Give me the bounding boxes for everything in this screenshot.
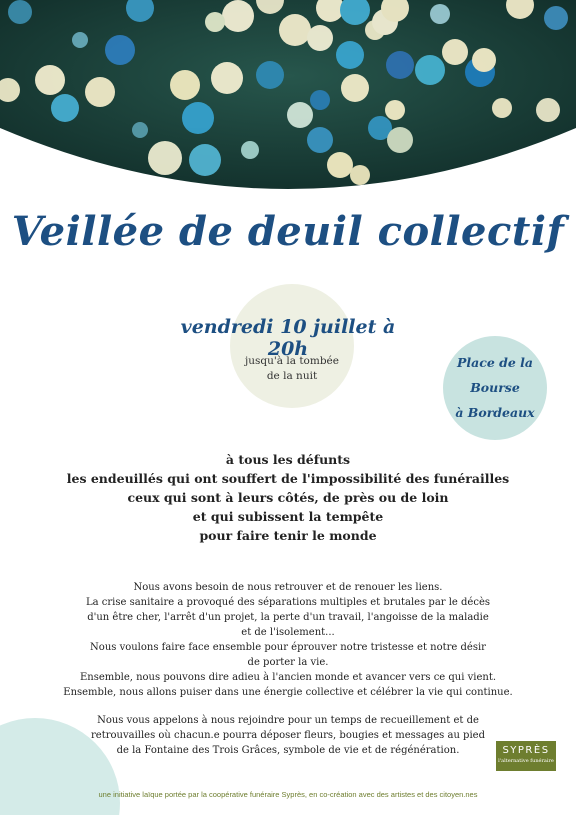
poster-title: Veillée de deuil collectif [11, 208, 565, 255]
body-line: Ensemble, nous pouvons dire adieu à l'ancien monde et avancer vers ce qui vient. [79, 672, 497, 683]
dedication-line: ceux qui sont à leurs côtés, de près ou de loin [127, 490, 449, 505]
body-text [50, 580, 526, 758]
body-line: Nous avons besoin de nous retrouver et de renouer les liens. [133, 582, 443, 593]
dedication-line: et qui subissent la tempête [192, 509, 384, 524]
footer-credit: une initiative laïque portée par la coopérative funéraire Syprès, en co-création avec des artistes et des citoyen.nes [98, 790, 478, 799]
body-line: Nous vous appelons à nous rejoindre pour un temps de recueillement et de [97, 715, 479, 726]
body-line: de porter la vie. [247, 657, 329, 668]
event-duration-line: jusqu'à la tombée [245, 355, 339, 367]
event-place-line: Place de la [456, 355, 534, 370]
event-duration [230, 354, 354, 384]
body-line: Nous voulons faire face ensemble pour éprouver notre tristesse et notre désir [90, 642, 486, 653]
body-line: d'un être cher, l'arrêt d'un projet, la perte d'un travail, l'angoisse de la maladie [87, 612, 489, 623]
dedication-line: à tous les défunts [225, 452, 351, 467]
dedication [40, 450, 536, 545]
body-line: et de l'isolement... [241, 627, 335, 638]
dedication-line: les endeuillés qui ont souffert de l'impossibilité des funérailles [66, 471, 510, 486]
sypres-logo [496, 741, 556, 771]
event-duration-line: de la nuit [266, 370, 318, 382]
logo-name: SYPRÈS [502, 745, 550, 756]
body-line: retrouvailles où chacun.e pourra déposer fleurs, bougies et messages au pied [91, 730, 485, 741]
event-date: vendredi 10 juillet à 20h [180, 316, 396, 360]
body-line: La crise sanitaire a provoqué des séparations multiples et brutales par le décès [86, 597, 490, 608]
logo-tagline: l'alternative funéraire [498, 758, 554, 764]
bokeh-banner-image [0, 0, 576, 190]
event-place-line: Bourse [470, 380, 520, 395]
paragraph-spacer [50, 700, 526, 713]
event-place [443, 350, 547, 425]
body-line: Ensemble, nous allons puiser dans une énergie collective et célébrer la vie qui continue. [63, 687, 513, 698]
body-line: de la Fontaine des Trois Grâces, symbole de vie et de régénération. [116, 745, 460, 756]
event-place-line: à Bordeaux [455, 405, 535, 420]
dedication-line: pour faire tenir le monde [199, 528, 377, 543]
